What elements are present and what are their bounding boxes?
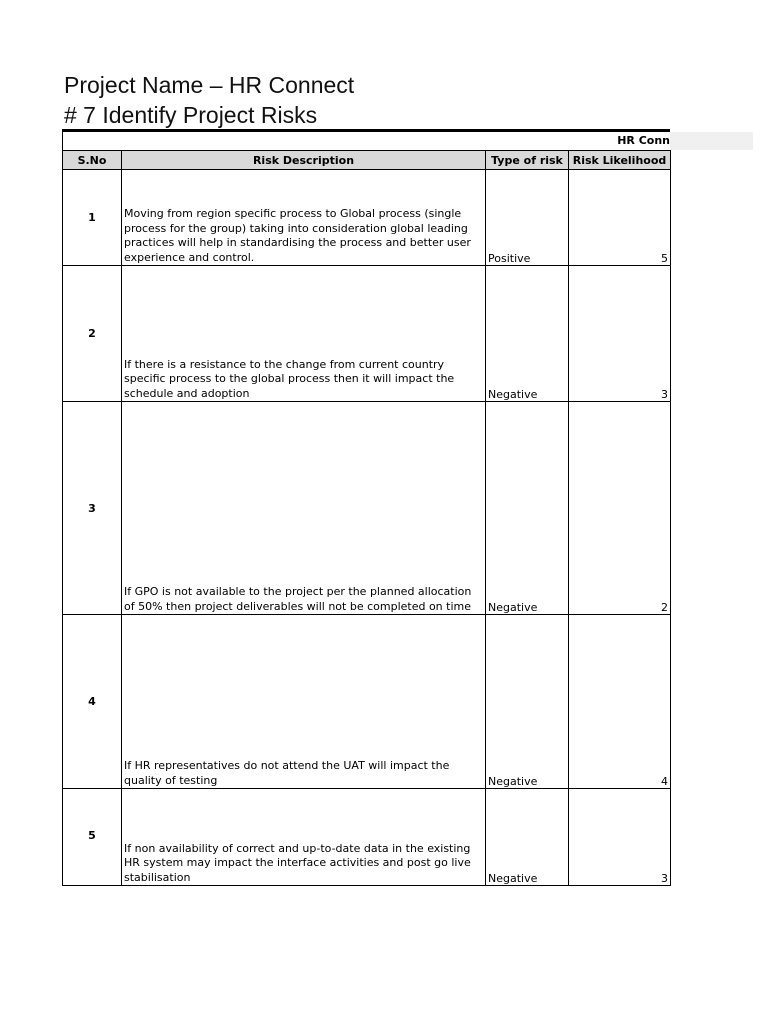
- banner-row: [62, 132, 670, 150]
- section-heading: # 7 Identify Project Risks: [64, 102, 318, 128]
- cell-sno: 2: [63, 266, 122, 402]
- table-row: [63, 170, 671, 266]
- cell-type: Negative: [486, 402, 569, 615]
- header-risk-likelihood: Risk Likelihood: [569, 151, 671, 170]
- cell-sno: 4: [63, 615, 122, 789]
- cell-type: Negative: [486, 789, 569, 886]
- cell-type: Negative: [486, 615, 569, 789]
- cell-likelihood: 3: [569, 266, 671, 402]
- risk-table: [62, 150, 671, 886]
- cell-type: Positive: [486, 170, 569, 266]
- table-row: [63, 266, 671, 402]
- cell-likelihood: 3: [569, 789, 671, 886]
- cell-description: If there is a resistance to the change from current country specific process to the global process then it will impact the schedule and adoption: [122, 266, 486, 402]
- cell-likelihood: 2: [569, 402, 671, 615]
- cell-description: Moving from region specific process to Global process (single process for the group) taking into consideration global leading practices will help in standardising the process and better user experience and control.: [122, 170, 486, 266]
- cell-likelihood: 5: [569, 170, 671, 266]
- cell-description: If non availability of correct and up-to-date data in the existing HR system may impact the interface activities and post go live stabilisation: [122, 789, 486, 886]
- table-row: [63, 402, 671, 615]
- risk-sheet: [62, 129, 670, 887]
- cell-description: If GPO is not available to the project per the planned allocation of 50% then project deliverables will not be completed on time: [122, 402, 486, 615]
- project-name-heading: Project Name – HR Connect: [64, 72, 355, 98]
- cell-sno: 1: [63, 170, 122, 266]
- cell-sno: 5: [63, 789, 122, 886]
- cell-description: If HR representatives do not attend the UAT will impact the quality of testing: [122, 615, 486, 789]
- cell-type: Negative: [486, 266, 569, 402]
- cell-likelihood: 4: [569, 615, 671, 789]
- table-row: [63, 789, 671, 886]
- header-sno: S.No: [63, 151, 122, 170]
- header-type-of-risk: Type of risk: [486, 151, 569, 170]
- banner-title: HR Conn: [617, 134, 670, 147]
- document-title: [64, 70, 354, 130]
- table-row: [63, 615, 671, 789]
- header-risk-description: Risk Description: [122, 151, 486, 170]
- header-row: [63, 151, 671, 170]
- cell-sno: 3: [63, 402, 122, 615]
- banner-overflow-cell: [670, 132, 753, 150]
